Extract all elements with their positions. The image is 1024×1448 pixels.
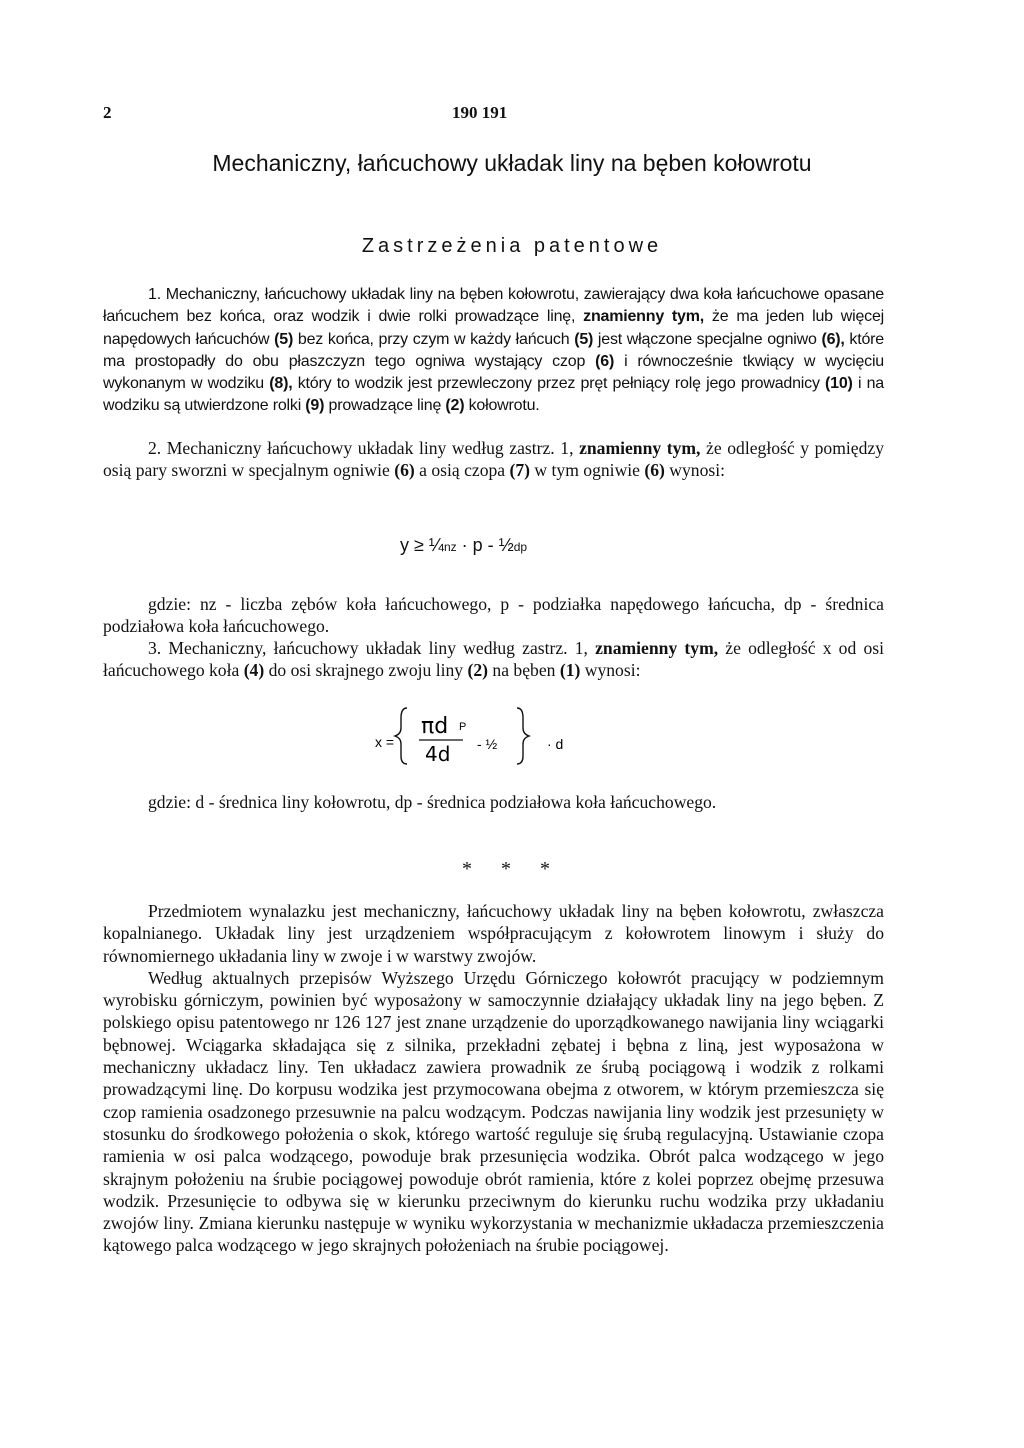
claim-2	[103, 437, 884, 482]
claim-1-keyword: znamienny tym,	[583, 308, 705, 326]
ref-6: (6)	[394, 460, 415, 481]
formula-relation: ≥	[414, 535, 424, 555]
formula-lhs: y	[400, 535, 409, 555]
formula-lhs: x =	[375, 734, 395, 750]
ref-6: (6)	[644, 460, 665, 481]
ref-7: (7)	[509, 460, 531, 481]
claim-3	[103, 637, 884, 682]
formula-numerator: πd	[421, 714, 449, 739]
claim-1-text: które ma prostopadły do obu płaszczyzn tego ogniwa wystający czop	[103, 330, 884, 370]
claim-1-text: prowadzące linę	[324, 397, 446, 415]
claim-1-text: i równocześnie tkwiący w wycięciu wykonanym w wodziku	[103, 352, 884, 393]
ref-9: (9)	[305, 397, 325, 415]
claim-2-text: że odległość y pomiędzy osią pary sworzni w specjalnym ogniwie	[103, 438, 885, 481]
claim-2-text: 2. Mechaniczny łańcuchowy układak liny według zastrz. 1,	[148, 438, 580, 458]
section-separator: * * *	[462, 858, 562, 880]
claim-1-text: bez końca, przy czym w każdy łańcuch	[293, 330, 575, 348]
claim-1-text: że ma jeden lub więcej napędowych łańcuchów	[103, 308, 885, 348]
description	[103, 900, 884, 1257]
formula-fraction: ½	[498, 535, 514, 555]
formula-minus-half: - ½	[477, 736, 498, 752]
ref-6: (6)	[595, 352, 615, 370]
definition-2-text: gdzie: d - średnica liny kołowrotu, dp - średnica podziałowa koła łańcuchowego.	[148, 792, 717, 812]
page-number: 2	[103, 103, 112, 122]
description-paragraph: Według aktualnych przepisów Wyższego Urzędu Górniczego kołowrót pracujący w podziemnym wyrobisku górniczym, powinien być wyposażony w samoczynnie działający układak liny na jego bęben. Z polskiego opisu patentowego nr 126 127 jest znane urządzenie do uporządkowanego nawijania liny wciągarki bębnowej. Wciągarka składająca się z silnika, przekładni zębatej i bębna z liną, jest wyposażona w mechaniczny układacz liny. Ten układacz zawiera prowadnik ze śrubą pociągową i wodzik z rolkami prowadzącymi linę. Do korpusu wodzika jest przymocowana obejma z otworem, w którym przemieszcza się czop ramienia osadzonego przesuwnie na palcu wodzącym. Podczas nawijania liny wodzik jest przesunięty w stosunku do środkowego położenia o skok, którego wartość reguluje się śrubą regulacyjną. Ustawianie czopa ramienia w osi palca wodzącego, powoduje brak przesunięcia wodzika. Obrót palca wodzącego w jego skrajnym położeniu na śrubie pociągowej powoduje obrót ramienia, które z kolei poprzez obejmę przesuwa wodzik. Przesunięcie to odbywa się w kierunku przeciwnym do kierunku ruchu wodzika przy układaniu zwojów liny. Zmiana kierunku następuje w wyniku wykorzystania w mechanizmie układacza przemieszczenia kątowego palca wodzącego w jego skrajnych położeniach na śrubie pociągowej.	[103, 967, 884, 1256]
ref-5: (5)	[574, 330, 594, 348]
ref-4: (4)	[243, 660, 265, 681]
left-brace	[395, 708, 407, 764]
ref-5: (5)	[274, 330, 294, 348]
formula-tail: · d	[547, 736, 564, 752]
document-number: 190 191	[452, 103, 508, 122]
claim-1	[103, 284, 884, 418]
definition-1-text: gdzie: nz - liczba zębów koła łańcuchowego, p - podziałka napędowego łańcucha, dp - średnica podziałowa koła łańcuchowego.	[103, 594, 884, 637]
claim-3-text: do osi skrajnego zwoju liny	[264, 660, 468, 681]
page-title: Mechaniczny, łańcuchowy układak liny na bęben kołowrotu	[212, 150, 812, 176]
claim-2-keyword: znamienny tym,	[579, 438, 701, 458]
definition-2	[103, 791, 884, 813]
right-brace	[517, 708, 529, 764]
claim-1-text: który to wodzik jest przewleczony przez pręt pełniący rolę jego prowadnicy	[292, 375, 826, 393]
claim-3-text: wynosi:	[580, 660, 641, 681]
ref-8: (8),	[269, 375, 293, 393]
formula-denominator: 4d	[425, 742, 451, 766]
claim-3-text: 3. Mechaniczny, łańcuchowy układak liny według zastrz. 1,	[148, 638, 596, 658]
ref-10: (10)	[825, 375, 853, 393]
claim-3-text: na bęben	[488, 660, 560, 681]
ref-2: (2)	[467, 660, 489, 681]
claim-3-text: że odległość x od osi łańcuchowego koła	[103, 638, 884, 681]
formula-term: p -	[472, 535, 494, 555]
claims-heading: Zastrzeżenia patentowe	[361, 235, 663, 257]
claim-2-text: wynosi:	[664, 460, 726, 481]
formula-fraction: ¼	[428, 535, 444, 555]
formula-subscript: P	[459, 721, 467, 733]
claim-2-text: w tym ogniwie	[530, 460, 645, 481]
formula-y	[400, 535, 527, 556]
claim-1-text: jest włączone specjalne ogniwo	[593, 330, 822, 348]
ref-1: (1)	[559, 660, 581, 681]
ref-6: (6),	[821, 330, 845, 348]
claim-2-text: a osią czopa	[414, 460, 510, 481]
claim-1-text: kołowrotu.	[464, 397, 540, 415]
description-paragraph: Przedmiotem wynalazku jest mechaniczny, łańcuchowy układak liny na bęben kołowrotu, zwłaszcza kopalnianego. Układak liny jest urządzeniem współpracującym z kołowrotem linowym i służy do równomiernego układania liny w zwoje i w warstwy zwojów.	[103, 901, 884, 966]
formula-term: nz	[443, 540, 457, 554]
claim-1-text: i na wodziku są utwierdzone rolki	[103, 375, 884, 415]
ref-2: (2)	[445, 397, 465, 415]
formula-term: dp	[513, 540, 528, 554]
definition-1	[103, 593, 884, 638]
formula-x	[375, 700, 615, 770]
formula-dot: ·	[461, 535, 468, 555]
claim-3-keyword: znamienny tym,	[595, 638, 719, 658]
claim-1-text: 1. Mechaniczny, łańcuchowy układak liny na bęben kołowrotu, zawierający dwa koła łańcuchowe opasane łańcuchem bez końca, oraz wodzik i dwie rolki prowadzące linę,	[103, 286, 884, 326]
formula-x-graphic	[375, 700, 615, 770]
